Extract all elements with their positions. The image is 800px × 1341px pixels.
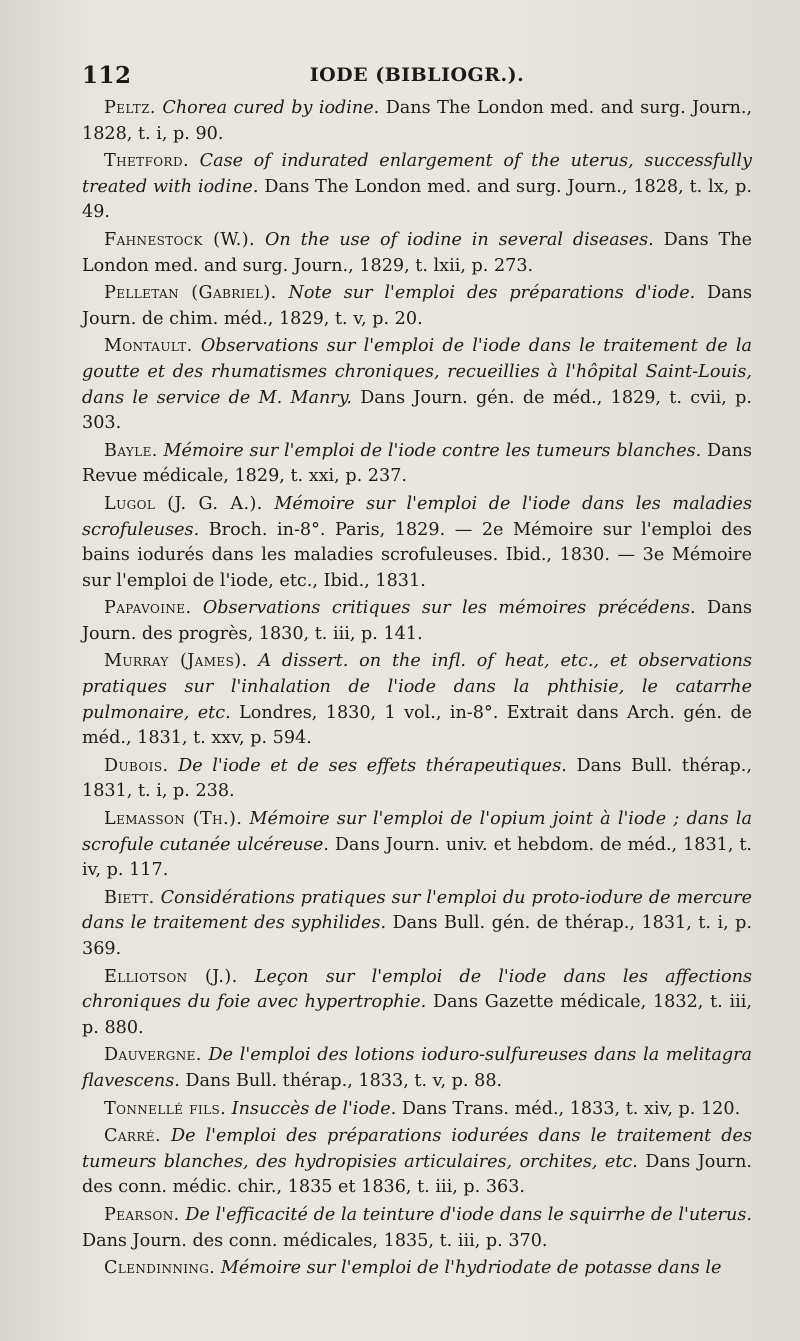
entry-title: On the use of iodine in several diseases. xyxy=(264,229,654,250)
entry-author: Pearson. xyxy=(104,1204,180,1225)
bibliography-entry xyxy=(82,596,752,647)
bibliography-entry xyxy=(82,228,752,279)
entry-title: Observations critiques sur les mémoires précédens. xyxy=(202,598,696,619)
entry-title: Leçon sur l'emploi de l'iode dans les affections chroniques du foie avec hypertrophie. xyxy=(82,966,752,1013)
entry-citation: Broch. in-8°. Paris, 1829. — 2e Mémoire sur l'emploi des bains iodurés dans les maladies scrofuleuses. Ibid., 1830. — 3e Mémoire sur l'emploi de l'iode, etc., Ibid., 1831. xyxy=(82,519,752,591)
page-number: 112 xyxy=(82,62,132,89)
entry-citation: Dans Journ. des conn. médic. chir., 1835 et 1836, t. iii, p. 363. xyxy=(82,1151,752,1198)
entry-citation: Dans Journ. univ. et hebdom. de méd., 1831, t. iv, p. 117. xyxy=(82,834,752,881)
bibliography-entry xyxy=(82,1124,752,1201)
entry-title: Mémoire sur l'emploi de l'iode dans les maladies scrofuleuses. xyxy=(82,493,752,540)
entry-title: Case of indurated enlargement of the uterus, successfully treated with iodine. xyxy=(82,151,752,197)
entry-title: Observations sur l'emploi de l'iode dans le traitement de la goutte et des rhumatismes chroniques, recueillies à l'hôpital Saint-Louis, dans le service de M. Manry. xyxy=(82,336,753,408)
bibliography-entry xyxy=(82,334,752,436)
entry-citation: Dans Journ. des progrès, 1830, t. iii, p. 141. xyxy=(82,598,753,644)
entry-title: Insuccès de l'iode. xyxy=(231,1098,397,1119)
entry-author: Thetford. xyxy=(104,151,189,172)
entry-title: De l'iode et de ses effets thérapeutiques. xyxy=(178,755,567,776)
bibliography-entry xyxy=(82,492,752,594)
page-header xyxy=(82,62,752,92)
entry-title: Considérations pratiques sur l'emploi du proto-iodure de mercure dans le traitement des syphilides. xyxy=(82,887,753,934)
entry-title: De l'emploi des lotions ioduro-sulfureuses dans la melitagra flavescens. xyxy=(82,1045,753,1091)
entry-author: Peltz. xyxy=(104,98,156,118)
entry-citation: Dans The London med. and surg. Journ., 1828, t. i, p. 90. xyxy=(82,98,753,144)
entry-citation: Dans Gazette médicale, 1832, t. iii, p. 880. xyxy=(82,992,753,1038)
entry-title: Chorea cured by iodine. xyxy=(162,98,380,118)
entry-title: Mémoire sur l'emploi de l'opium joint à l'iode ; dans la scrofule cutanée ulcéreuse. xyxy=(82,809,752,855)
entry-citation: Londres, 1830, 1 vol., in-8°. Extrait dans Arch. gén. de méd., 1831, t. xxv, p. 594. xyxy=(82,702,752,749)
bibliography-entry xyxy=(82,1203,752,1254)
bibliography-entry xyxy=(82,149,752,226)
bibliography-entry xyxy=(82,886,752,963)
running-head: IODE (BIBLIOGR.). xyxy=(309,64,525,86)
entry-author: Papavoine. xyxy=(104,598,192,619)
bibliography-list xyxy=(82,96,752,1284)
bibliography-entry xyxy=(82,965,752,1042)
entry-citation: Dans Bull. thérap., 1833, t. v, p. 88. xyxy=(185,1070,503,1091)
entry-citation: Dans Bull. thérap., 1831, t. i, p. 238. xyxy=(82,755,752,802)
entry-author: Bayle. xyxy=(104,440,158,461)
bibliography-entry xyxy=(82,649,752,751)
entry-citation: Dans The London med. and surg. Journ., 1829, t. lxii, p. 273. xyxy=(82,229,752,276)
entry-citation: Dans Journ. de chim. méd., 1829, t. v, p. 20. xyxy=(82,283,753,329)
entry-author: Clendinning. xyxy=(104,1258,216,1279)
entry-author: Dauvergne. xyxy=(104,1045,202,1066)
entry-citation: Dans Journ. des conn. médicales, 1835, t. iii, p. 370. xyxy=(82,1230,548,1251)
entry-author: Montault. xyxy=(104,336,193,357)
bibliography-entry xyxy=(82,96,752,147)
bibliography-entry xyxy=(82,1097,752,1123)
entry-author: Dubois. xyxy=(104,755,169,776)
bibliography-entry xyxy=(82,1256,752,1282)
entry-title: Mémoire sur l'emploi de l'iode contre les tumeurs blanches. xyxy=(163,440,702,461)
entry-author: Pelletan (Gabriel). xyxy=(104,283,277,304)
entry-author: Biett. xyxy=(104,887,155,908)
entry-citation: Dans Trans. méd., 1833, t. xiv, p. 120. xyxy=(401,1098,741,1119)
bibliography-entry xyxy=(82,1043,752,1094)
entry-citation: Dans Journ. gén. de méd., 1829, t. cvii, p. 303. xyxy=(82,387,752,434)
entry-title: Mémoire sur l'emploi de l'hydriodate de potasse dans le xyxy=(220,1258,722,1279)
bibliography-entry xyxy=(82,439,752,490)
entry-title: Note sur l'emploi des préparations d'iode. xyxy=(288,283,696,304)
entry-author: Elliotson (J.). xyxy=(104,966,238,987)
entry-citation: Dans Revue médicale, 1829, t. xxi, p. 237. xyxy=(82,440,753,487)
entry-title: A dissert. on the infl. of heat, etc., et observations pratiques sur l'inhalation de l'iode dans la phthisie, le catarrhe pulmonaire, etc. xyxy=(82,651,752,723)
entry-author: Fahnestock (W.). xyxy=(104,229,256,250)
entry-author: Carré. xyxy=(104,1126,161,1147)
entry-author: Murray (James). xyxy=(104,651,248,672)
entry-citation: Dans Bull. gén. de thérap., 1831, t. i, p. 369. xyxy=(82,913,753,959)
entry-author: Lugol (J. G. A.). xyxy=(104,493,263,514)
bibliography-entry xyxy=(82,281,752,332)
entry-title: De l'emploi des préparations iodurées dans le traitement des tumeurs blanches, des hydropisies articulaires, orchites, etc. xyxy=(82,1126,752,1172)
entry-title: De l'efficacité de la teinture d'iode dans le squirrhe de l'uterus. xyxy=(185,1204,752,1225)
bibliography-entry xyxy=(82,754,752,805)
entry-author: Lemasson (Th.). xyxy=(104,809,243,830)
entry-citation: Dans The London med. and surg. Journ., 1828, t. lx, p. 49. xyxy=(82,176,752,223)
bibliography-entry xyxy=(82,807,752,884)
entry-author: Tonnellé fils. xyxy=(104,1098,227,1119)
